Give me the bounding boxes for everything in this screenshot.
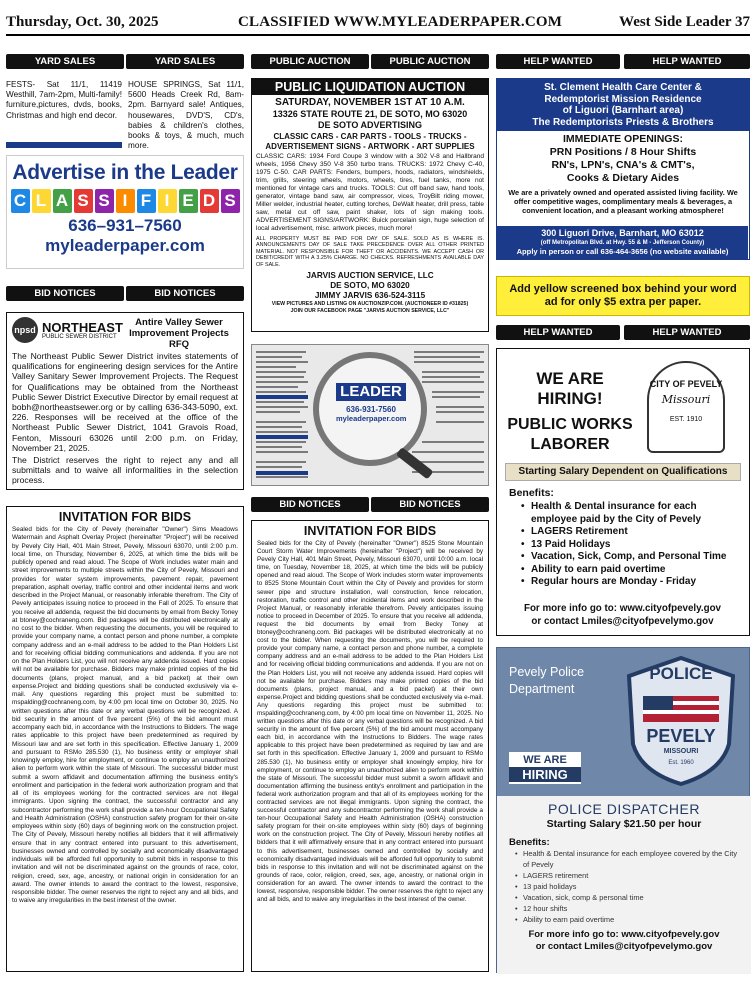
tab-help-wanted-4: HELP WANTED — [624, 325, 750, 340]
classifieds-letter-tile: C — [11, 189, 30, 213]
auction-banner: PUBLIC LIQUIDATION AUCTION — [252, 79, 488, 95]
auction-phone: JIMMY JARVIS 636-524-3115 — [314, 291, 426, 301]
tab-bid-notices-3: BID NOTICES — [251, 497, 369, 512]
auction-ad — [251, 78, 489, 332]
bullet-icon: • — [521, 538, 525, 550]
bullet-icon: • — [515, 871, 518, 880]
laborer-benefits — [509, 487, 741, 589]
auction-service: JARVIS AUCTION SERVICE, LLC — [306, 271, 434, 281]
police-hiring: HIRING — [509, 767, 581, 782]
classifieds-letter-tile: S — [95, 189, 114, 213]
laborer-benefit-item: • LAGERS Retirement — [521, 526, 628, 537]
st-clement-line3: of Liguori (Barnhart area) — [562, 105, 684, 116]
northeast-sewer-notice — [6, 312, 244, 490]
classifieds-headline: Advertise in the Leader — [12, 161, 238, 184]
laborer-benefits-list — [509, 501, 741, 589]
npsd-body-2: The District reserves the right to reject any and all submittals and to waive all informalities in the selection process. — [12, 455, 238, 486]
st-clement-header — [497, 79, 749, 131]
invitation-for-bids-left — [6, 506, 244, 972]
bid-left-title: INVITATION FOR BIDS — [58, 510, 192, 524]
classifieds-letter-tile: L — [32, 189, 51, 213]
tab-bid-notices-4: BID NOTICES — [371, 497, 489, 512]
paper-name-page: West Side Leader 37 — [619, 14, 750, 30]
police-badge — [621, 654, 741, 788]
classifieds-letter-tile: I — [116, 189, 135, 213]
police-role: POLICE DISPATCHER — [548, 801, 700, 817]
classifieds-letter-tile: D — [200, 189, 219, 213]
yellow-box-ad: Add yellow screened box behind your word ad for only $5 extra per paper. — [496, 276, 750, 316]
laborer-benefit-item: • Ability to earn paid overtime — [521, 563, 666, 575]
police-dept-2: Department — [509, 682, 575, 696]
police-dept — [509, 664, 584, 698]
badge-est: Est. 1960 — [668, 760, 694, 766]
police-dept-1: Pevely Police — [509, 665, 585, 679]
magnifier-leader: LEADER — [336, 383, 406, 401]
seal-mid: Missouri — [661, 393, 711, 406]
police-benefits-list — [497, 848, 751, 925]
tab-help-wanted-3: HELP WANTED — [496, 325, 620, 340]
classifieds-phone: 636–931–7560 — [68, 216, 182, 235]
tab-yard-sales-1: YARD SALES — [6, 54, 124, 69]
tab-bid-notices-1: BID NOTICES — [6, 286, 124, 301]
police-benefit-item: • Ability to earn paid overtime — [515, 915, 615, 924]
auction-web-2: JOIN OUR FACEBOOK PAGE "JARVIS AUCTION SERVICE, LLC" — [290, 308, 450, 315]
auction-address: 13326 STATE ROUTE 21, DE SOTO, MO 63020 — [272, 109, 468, 119]
police-benefits-head: Benefits: — [509, 837, 550, 848]
st-clement-desc: We are a privately owned and operated assisted living facility. We offer competitive wages, complimentary meals & beverages, a convenient location, and a pleasant working atmosphere! — [508, 188, 738, 215]
classifieds-ad — [6, 155, 244, 269]
laborer-role-1: PUBLIC WORKS — [507, 416, 633, 433]
classifieds-letter-tile: S — [74, 189, 93, 213]
tab-bid-notices-2: BID NOTICES — [126, 286, 244, 301]
tab-public-auction-1: PUBLIC AUCTION — [251, 54, 369, 69]
police-benefit-item: • 12 hour shifts — [515, 904, 568, 913]
issue-date: Thursday, Oct. 30, 2025 — [6, 14, 159, 30]
police-benefit-item: • LAGERS retirement — [515, 871, 589, 880]
bullet-icon: • — [521, 526, 525, 537]
laborer-salary: Starting Salary Dependent on Qualifications — [505, 463, 741, 481]
city-of-pevely-seal — [647, 361, 725, 453]
npsd-logo-icon: npsd — [12, 317, 38, 343]
bullet-icon: • — [521, 563, 525, 575]
st-clement-line2: Redemptorist Mission Residence — [544, 93, 702, 105]
st-clement-openings-head: IMMEDIATE OPENINGS: — [563, 133, 683, 145]
bid-left-body: Sealed bids for the City of Pevely (hereinafter "Owner") Sims Meadows Watermain and Asphalt Overlay Project (hereinafter "Project") will be received by Pevely City Hall, 401 Main Street, Pevely, Missouri 63070, until 2:00 p.m. local time, on Thursday, November 6, 2025, at which time the bids will be publicly opened and read aloud. The Scope of Work includes water main and street improvements to multiple streets within the City of Pevely, Missouri and provides for water system improvements, pavement repair, pavement preparation, asphalt overlay, traffic control and other incidental items and work described in the Project Manual, or reasonably inferable therefrom. The City of Pevely anticipates issuing notice to proceed in the Fall of 2025. To ensure that you receive all addenda, request the bid documents by email from Becky Toney at btoney@cochraneng.com. Bid packages will be distributed electronically at no cost to the bidder. When requesting the documents, you will be required to provide your company name, a contact person and phone number, a complete company address and an e-mail address to be added to the Plan Holders List and for receiving official bidding communications and addenda. If you are not on the Plan Holders List, you will not receive any addenda issued. Hard copies will not be available for purchase. Bidders may make printed copies of the bid documents (plans, project manual, and a bid packet) at their own expense.Project and bidding questions shall be conducted exclusively via e-mail. Any questions regarding this project must be submitted to: mspalding@cochraneng.com, by 4:00 pm local time on October 30, 2025. No written questions after this date or any verbal questions will be recognized. A bid security in the amount of five percent (5%) of the bid amount must accompany each bid, in accordance with the Instructions to Bidders. The wage rates applicable to this project have been predetermined as required by Missouri law and are set forth in this specification. Effective January 1, 2009 and pursuant to RSMo 285.530 (1), No business entity or employer shall knowingly employ, hire for employment, or continue to employ an unauthorized alien to perform work within the state of Missouri. The successful bidder must submit a sworn affidavit and documentation affirming the business entity's enrollment and participation in the federal work authorization program and that all of its employees working for the contracted services are not illegal immigrants. Upon signing the contract, the successful contractor and any subcontractor performing the work shall provide a ten-hour Occupational Safety and Health Administration (OSHA) construction safety program for their on-site employees within sixty (60) days of beginning work on the construction project. The City of Pevely, Missouri hereby notifies all bidders that it will affirmatively ensure that in any contract entered into pursuant to this advertisement, businesses owned and controlled by socially and economically disadvantaged individuals will be afforded full opportunity to submit bids in response to this invitation and will not be discriminated against on the grounds of race, color, religion, creed, sex, age, ancestry, or national origin in consideration for an award. The owner intends to award the contract to the lowest, responsive, responsible bidder. The owner reserves the right to reject any and all bids, and to waive any irregularities in the best interest of the owner. — [12, 526, 238, 905]
magnifier-site: myleaderpaper.com — [336, 414, 407, 423]
classifieds-letter-tile: I — [158, 189, 177, 213]
divider-bar — [6, 142, 122, 148]
bullet-icon: • — [521, 501, 525, 512]
bullet-icon: • — [515, 893, 518, 902]
laborer-benefit-item: • Vacation, Sick, Comp, and Personal Time — [521, 551, 727, 562]
section-title: CLASSIFIED WWW.MYLEADERPAPER.COM — [238, 14, 563, 30]
classifieds-letter-tile: F — [137, 189, 156, 213]
bullet-icon: • — [515, 882, 518, 891]
laborer-hiring: WE ARE HIRING! — [536, 369, 604, 408]
magnifier-phone: 636-931-7560 — [346, 405, 396, 414]
npsd-title-line3: RFQ — [168, 339, 190, 350]
classifieds-letter-tile: A — [53, 189, 72, 213]
leader-magnifier-ad — [251, 344, 489, 486]
bid-mid-title: INVITATION FOR BIDS — [303, 524, 437, 538]
police-benefit-item: • Health & Dental insurance for each employee covered by the City of Pevely — [515, 849, 738, 869]
bid-mid-body: Sealed bids for the City of Pevely (hereinafter "Owner") 8525 Stone Mountain Court Storm Water Improvements (hereinafter "Project") will be received by Pevely City Hall, 401 Main Street, Pevely, Missouri 63070, until 10:00 a.m. local time, on Tuesday, November 18, 2025, at which time the bids will be publicly opened and read aloud. The Scope of Work includes storm water improvements to 8525 Stone Mountain Court within the City of Pevely and provides for storm sewer pipe and structure installation, wall construction, fence relocation, restoration, traffic control and other incidental items and work described in the Project Manual, or reasonably inferable therefrom. Pevely anticipates issuing notice to proceed in December of 2025. To ensure that you receive all addenda, request the bid documents by email from Becky Toney at btoney@cochraneng.com. Bid packages will be distributed electronically at no cost to the bidder. When requesting the documents, you will be required to provide your company name, a contact person and phone number, a complete company address and an e-mail address to be added to the Plan Holders List and for receiving official bidding communications and addenda. If you are not on the Plan Holders List, you will not receive any addenda issued. Hard copies will not be available for purchase. Bidders may make printed copies of the bid documents (plans, project manual, and a bid packet) at their own expense.Project and bidding questions shall be conducted exclusively via e-mail. Any questions regarding this project must be submitted to: mspalding@cochraneng.com, by 4:00 pm local time on November 11, 2025. No written questions after this date or any verbal questions will be recognized. A bid security in the amount of five percent (5%) of the bid amount must accompany each bid, in accordance with the Instructions to Bidders. The wage rates applicable to this project have been predetermined as required by law and are set forth in this specification. Effective January 1, 2009 and pursuant to RSMo 285.530 (1), No business entity or employer shall knowingly employ, hire for employment, or continue to employ an unauthorized alien to perform work within the state of Missouri. The successful bidder must submit a sworn affidavit and documentation affirming the business entity's enrollment and participation in the federal work authorization program and that all of its employees working for the contracted services are not illegal immigrants. Upon signing the contract, the successful contractor and any subcontractor performing the work shall provide a ten-hour Occupational Safety and Health Administration (OSHA) construction safety program for their on-site employees within sixty (60) days of beginning work on the construction project. The City of Pevely, Missouri hereby notifies all bidders that it will affirmatively ensure that in any contract entered into pursuant to this advertisement, businesses owned and controlled by socially and economically disadvantaged individuals will be afforded full opportunity to submit bids in response to this invitation and will not be discriminated against on the grounds of race, color, religion, creed, sex, age, ancestry, or national origin in consideration for an award. The owner intends to award the contract to the lowest, responsive, responsible bidder. The owner reserves the right to reject any and all bids, and to waive any irregularities in the best interest of the owner. — [257, 540, 483, 904]
st-clement-apply: Apply in person or call 636-464-3656 (no website available) — [516, 247, 729, 256]
tab-public-auction-2: PUBLIC AUCTION — [371, 54, 489, 69]
bullet-icon: • — [521, 576, 525, 587]
laborer-contact — [497, 603, 748, 628]
auction-web-1: VIEW PICTURES AND LISTING ON AUCTIONZIP.COM. (AUCTIONEER ID #31825) — [271, 301, 469, 308]
laborer-contact-email: or contact Lmiles@cityofpevelymo.gov — [531, 615, 714, 627]
auction-company: DE SOTO ADVERTISING — [317, 120, 422, 130]
tab-help-wanted-1: HELP WANTED — [496, 54, 620, 69]
bullet-icon: • — [521, 551, 525, 562]
st-clement-opening-1: PRN Positions / 8 Hour Shifts — [549, 146, 697, 158]
laborer-benefit-item: • Regular hours are Monday - Friday — [521, 576, 697, 587]
npsd-title-line2: Improvement Projects — [129, 328, 229, 339]
bullet-icon: • — [515, 915, 518, 924]
laborer-benefit-item: • Health & Dental insurance for each employee paid by the City of Pevely — [521, 501, 702, 525]
police-benefit-item: • Vacation, sick, comp & personal time — [515, 893, 644, 902]
laborer-benefit-item: • 13 Paid Holidays — [521, 538, 611, 550]
npsd-title — [119, 317, 239, 350]
auction-date: SATURDAY, NOVEMBER 1ST AT 10 A.M. — [275, 97, 465, 108]
masthead — [6, 12, 750, 36]
npsd-logo-name: NORTHEAST — [42, 319, 123, 335]
classifieds-site: myleaderpaper.com — [45, 236, 205, 255]
classifieds-letters — [7, 189, 243, 213]
pevely-laborer-ad — [496, 348, 750, 636]
police-contact: or contact Lmiles@cityofpevelymo.gov — [535, 941, 713, 952]
badge-mid: PEVELY — [646, 726, 716, 746]
npsd-title-line1: Antire Valley Sewer — [135, 317, 223, 328]
police-salary: Starting Salary $21.50 per hour — [546, 818, 702, 830]
st-clement-addr: 300 Liguori Drive, Barnhart, MO 63012 — [541, 228, 704, 238]
st-clement-addr2: (off Metropolitan Blvd. at Hwy. 55 & M - Jefferson County) — [540, 240, 705, 246]
badge-state: MISSOURI — [663, 748, 699, 755]
yard-sale-ad-1: FESTS- Sat 11/1, 11419 Westhill, 7am-2pm, Multi-family! furniture,pictures, dvds, books, Christmas and high end decor. — [6, 80, 122, 120]
st-clement-footer — [497, 226, 748, 259]
badge-top: POLICE — [649, 664, 713, 683]
magnifier-content — [336, 383, 406, 423]
st-clement-line4: The Redemptorists Priests & Brothers — [532, 116, 714, 128]
police-we-are: WE ARE — [523, 754, 567, 766]
police-more-info: For more info go to: www.cityofpevely.gov — [528, 929, 720, 940]
npsd-body: The Northeast Public Sewer District invites statements of qualifications for engineering design services for the Antire Valley Sanitary Sewer Improvement Projects. The Request for Qualifications may be obtained from the Northeast Public Sewer District Executive Director by email request at bobh@northeastsewer.org or by calling 636-343-5090, ext. 226. Responses will be received at the office of the Northeast Public Sewer District, 1041 Gravois Road, Fenton, Missouri 63026 until 2:00 p.m. on Friday, November 21, 2025. — [12, 351, 238, 453]
tab-yard-sales-2: YARD SALES — [126, 54, 244, 69]
classifieds-letter-tile: E — [179, 189, 198, 213]
laborer-more-info: For more info go to: www.cityofpevely.gov — [523, 603, 722, 614]
seal-top: CITY OF PEVELY — [649, 379, 723, 389]
auction-service-city: DE SOTO, MO 63020 — [330, 281, 410, 291]
police-hiring-box — [509, 752, 581, 784]
police-benefit-item: • 13 paid holidays — [515, 882, 577, 891]
auction-fine-print: ALL PROPERTY MUST BE PAID FOR DAY OF SALE. SOLD AS IS WHERE IS. ANNOUNCEMENTS DAY OF SALE TAKE PRECEDENCE OVER ALL OTHER PRINTED MATERIAL. NOT RESPONSIBLE FOR THEFT OR ACCIDENTS. WE ACCEPT CASH OR DEBIT/CREDIT WITH A 3.25% CHARGE. NO CHECKS. REFRESHMENTS AVAILABLE DAY OF SALE. — [256, 236, 484, 268]
police-dispatcher-ad — [496, 647, 750, 973]
st-clement-opening-2: RN's, LPN's, CNA's & CMT's, — [551, 159, 695, 171]
bullet-icon: • — [515, 849, 518, 858]
classifieds-letter-tile: S — [221, 189, 240, 213]
laborer-headline — [505, 369, 635, 455]
laborer-benefits-head: Benefits: — [509, 487, 554, 499]
auction-body: CLASSIC CARS: 1934 Ford Coupe 3 window with a 302 V-8 and Hallbrand wheels, 1956 Chevy 350 V-8 350 turbo trans. TRUCKS: 1972 Chevy C-40, 1975 C-50. CAR PARTS: Fenders, bumpers, hoods, radiators, windshields, trim, grills, steering wheels, motors, wheels, tires, fuel tanks, more not mentioned for vintage cars and trucks. TOOLS: Cut off band saw, hand tools, generator, vintage band saw, air compressor, vices, TroyBilt riding mower, Miller welder, industrial heater, cutting torches, DeWalt heater, drill press, table saw, metal cut off saw, paint shaker, lots of sign making tools. ADVERTISEMENT SIGNS/ARTWORK: Buick porcelain sign, huge selection of local advertisement, misc. artwork pieces, much more! — [256, 153, 484, 232]
st-clement-line1: St. Clement Health Care Center & — [544, 82, 702, 93]
yard-sale-ad-2: HOUSE SPRINGS, Sat 11/1, 5600 Heads Creek Rd, 8am-2pm. Barnyard sale! Antiques, housewares, DVD'S, CD's, babies & children's clothes, books & toys, & much, much more. — [128, 80, 244, 151]
bullet-icon: • — [515, 904, 518, 913]
tab-help-wanted-2: HELP WANTED — [624, 54, 750, 69]
auction-categories: CLASSIC CARS - CAR PARTS - TOOLS - TRUCKS - ADVERTISEMENT SIGNS - ARTWORK - ART SUPPLIES — [265, 132, 475, 151]
police-info — [497, 796, 751, 974]
invitation-for-bids-mid — [251, 520, 489, 972]
laborer-role-2: LABORER — [530, 436, 610, 453]
npsd-logo-sub: PUBLIC SEWER DISTRICT — [42, 333, 117, 340]
st-clement-ad — [496, 78, 750, 260]
st-clement-opening-3: Cooks & Dietary Aides — [566, 172, 680, 184]
seal-est: EST. 1910 — [669, 416, 703, 423]
